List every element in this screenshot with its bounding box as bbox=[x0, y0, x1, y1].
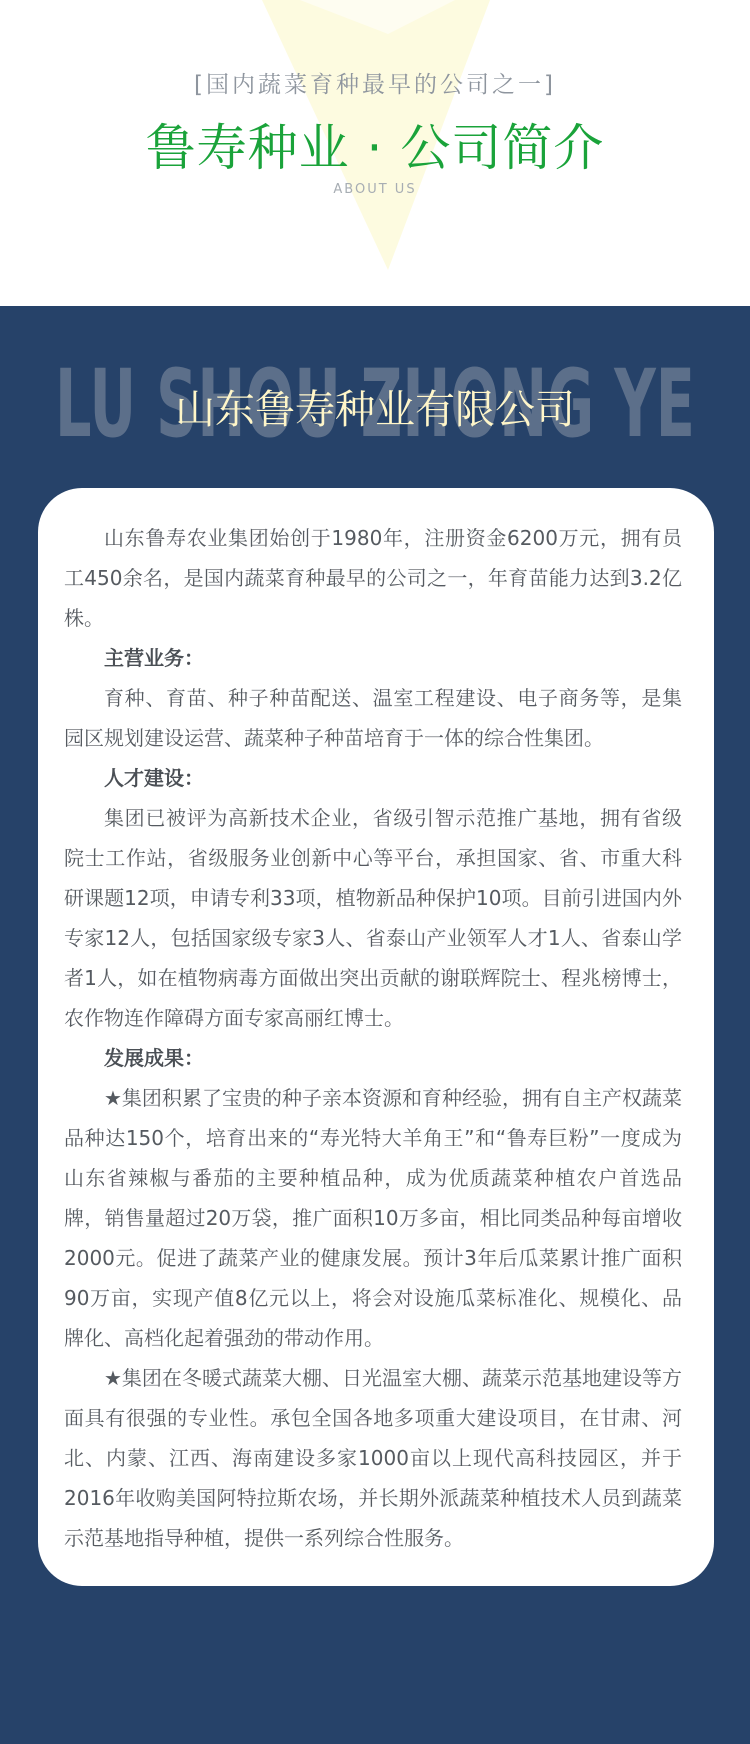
achievement-paragraph-1: ★集团积累了宝贵的种子亲本资源和育种经验，拥有自主产权蔬菜品种达150个，培育出来的“寿光特大羊角王”和“鲁寿巨粉”一度成为山东省辣椒与番茄的主要种植品种，成为优质蔬菜种植农户首选品牌，销售量超过20万袋，推广面积10万多亩，相比同类品种每亩增收2000元。促进了蔬菜产业的健康发展。预计3年后瓜菜累计推广面积90万亩，实现产值8亿元以上，将会对设施瓜菜标准化、规模化、品牌化、高档化起着强劲的带动作用。 bbox=[64, 1086, 682, 1350]
talent-heading: 人才建设： bbox=[104, 766, 204, 790]
achievement-paragraph-2: ★集团在冬暖式蔬菜大棚、日光温室大棚、蔬菜示范基地建设等方面具有很强的专业性。承包全国各地多项重大建设项目，在甘肃、河北、内蒙、江西、海南建设多家1000亩以上现代高科技园区，并于2016年收购美国阿特拉斯农场，并长期外派蔬菜种植技术人员到蔬菜示范基地指导种植，提供一系列综合性服务。 bbox=[64, 1366, 682, 1550]
company-name: 山东鲁寿种业有限公司 bbox=[175, 387, 575, 433]
talent-paragraph: 集团已被评为高新技术企业，省级引智示范推广基地，拥有省级院士工作站，省级服务业创新中心等平台，承担国家、省、市重大科研课题12项，申请专利33项，植物新品种保护10项。目前引进国内外专家12人，包括国家级专家3人、省泰山产业领军人才1人、省泰山学者1人，如在植物病毒方面做出突出贡献的谢联辉院士、程兆榜博士，农作物连作障碍方面专家高丽红博士。 bbox=[64, 806, 682, 1030]
page-title: 鲁寿种业 · 公司简介 bbox=[145, 119, 605, 177]
intro-paragraph: 山东鲁寿农业集团始创于1980年，注册资金6200万元，拥有员工450余名，是国内蔬菜育种最早的公司之一，年育苗能力达到3.2亿株。 bbox=[64, 526, 682, 630]
watermark-label: LU SHOU ZHONG YE bbox=[55, 350, 695, 446]
tagline: [国内蔬菜育种最早的公司之一] bbox=[194, 72, 556, 98]
business-heading: 主营业务： bbox=[104, 646, 204, 670]
intro-card bbox=[38, 488, 714, 1586]
page-subtitle: ABOUT US bbox=[333, 182, 417, 197]
achievement-heading: 发展成果： bbox=[104, 1046, 204, 1070]
header-section bbox=[0, 0, 750, 306]
business-paragraph: 育种、育苗、种子种苗配送、温室工程建设、电子商务等，是集园区规划建设运营、蔬菜种子种苗培育于一体的综合性集团。 bbox=[64, 686, 682, 750]
company-section bbox=[0, 306, 750, 1744]
